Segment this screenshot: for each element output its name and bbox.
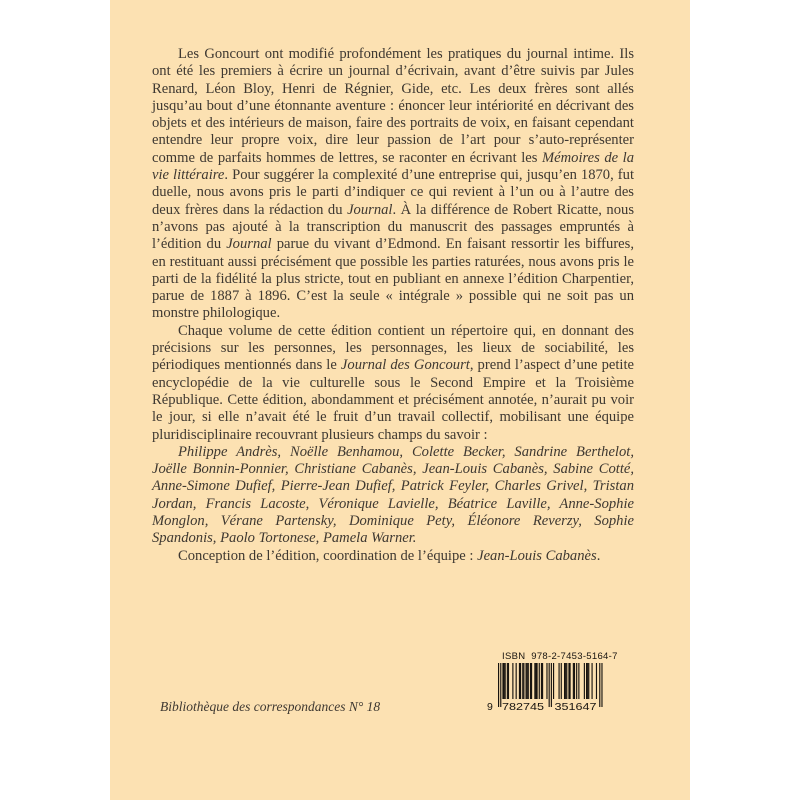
barcode-bar — [507, 663, 508, 699]
barcode-bar — [568, 663, 569, 699]
paragraph — [152, 46, 634, 323]
italic-text-segment: Journal — [226, 236, 272, 253]
barcode-bar — [520, 663, 521, 699]
text-segment: Les Goncourt ont modifié profondément les pratiques du journal intime. Ils ont été les premiers à écrire un journal d’écrivain, avant d’être suivis par Jules Renard, Léon Bloy, Henri de Régnier, Gide, etc. Les deux frères sont allés jusqu’au bout d’une étonnante aventure : énoncer leur intériorité en décrivant des objets et des intérieurs de maison, faire des portraits de voix, en faisant cependant entendre leur propre voix, dire leur passion de l’art pour s’auto-représenter comme de parfaits hommes de lettres, se raconter en écrivant les — [152, 46, 634, 166]
barcode-bar — [508, 663, 509, 699]
barcode-bar — [527, 663, 528, 699]
text-segment: , prend l’aspect d’une petite encyclopédie de la vie culturelle sous le Second Empire et la Troisième République. Cette édition, abondamment et précisément annotée, n’aurait pu voir le jour, si elle n’avait été le fruit d’un travail collectif, mobilisant une équipe pluridisciplinaire recouvrant plusieurs champs du savoir : — [152, 357, 634, 443]
ean-lead-digit: 9 — [487, 701, 493, 711]
barcode-bar — [565, 663, 566, 699]
barcode-bar — [584, 663, 585, 699]
paragraph — [152, 323, 634, 444]
barcode-bar — [553, 663, 554, 699]
italic-text-segment: Journal — [347, 201, 393, 218]
paragraph — [152, 444, 634, 548]
italic-text-segment: Jean-Louis Cabanès — [477, 547, 597, 564]
barcode-bar — [526, 663, 527, 699]
ean-left-digits: 782745 — [502, 701, 545, 711]
barcode-bar — [522, 663, 523, 699]
barcode-bar — [588, 663, 589, 699]
text-segment: . — [596, 547, 601, 564]
isbn-barcode — [486, 651, 618, 711]
barcode-bar — [596, 663, 597, 699]
barcode-bar — [535, 663, 536, 699]
text-segment: . Pour suggérer la complexité d’une entreprise qui, jusqu’en 1870, fut duelle, nous avons pris le parti d’indiquer ce qui revient à l’un ou à l’autre des deux frères dans la rédaction du — [152, 167, 635, 218]
paragraph — [152, 548, 634, 565]
barcode-bar — [551, 663, 552, 707]
barcode-bar — [586, 663, 587, 699]
ean-barcode-image — [486, 663, 604, 711]
barcode-bar — [561, 663, 562, 699]
barcode-bar — [573, 663, 574, 699]
barcode-bar — [559, 663, 560, 699]
barcode-bar — [549, 663, 550, 707]
book-back-cover — [110, 0, 690, 800]
italic-text-segment: Mémoires de la vie littéraire — [152, 149, 635, 184]
barcode-bar — [578, 663, 579, 699]
barcode-bar — [504, 663, 505, 699]
barcode-bar — [537, 663, 538, 699]
text-segment: parue du vivant d’Edmond. En faisant ressortir les biffures, en restituant aussi précisément que possible les parties raturées, nous avons pris le parti de la fidélité la plus stricte, tout en publiant en annexe l’édition Charpentier, parue de 1887 à 1896. C’est la seule « intégrale » possible qui ne soit pas un monstre philologique. — [152, 236, 634, 322]
barcode-bar — [541, 663, 542, 699]
barcode-bar — [587, 663, 588, 699]
barcode-bar — [519, 663, 520, 699]
ean-right-digits: 351647 — [554, 701, 597, 711]
barcode-bar — [601, 663, 602, 707]
barcode-bar — [539, 663, 540, 699]
synopsis-text — [152, 46, 634, 565]
barcode-bar — [512, 663, 513, 699]
barcode-bar — [516, 663, 517, 699]
barcode-bar — [566, 663, 567, 699]
barcode-bar — [570, 663, 571, 699]
barcode-bar — [599, 663, 600, 707]
barcode-bar — [542, 663, 543, 699]
barcode-bar — [546, 663, 547, 699]
barcode-bar — [534, 663, 535, 699]
barcode-bar — [523, 663, 524, 699]
barcode-bar — [502, 663, 503, 699]
text-segment: Chaque volume de cette édition contient un répertoire qui, en donnant des précisions sur les personnes, les personnages, les lieux de sociabilité, les périodiques mentionnés dans le — [152, 322, 634, 374]
barcode-bar — [564, 663, 565, 699]
text-segment: . À la différence de Robert Ricatte, nous n’avons pas ajouté à la transcription du manuscrit des passages empruntés à l’édition du — [152, 201, 634, 253]
series-title: Bibliothèque des correspondances N° 18 — [160, 699, 381, 714]
barcode-bar — [528, 663, 529, 699]
barcode-bar — [574, 663, 575, 699]
isbn-number: ISBN 978-2-7453-5164-7 — [502, 651, 618, 662]
barcode-bar — [498, 663, 499, 707]
italic-text-segment: Philippe Andrès, Noëlle Benhamou, Colette Becker, Sandrine Berthelot, Joëlle Bonnin-Ponnier, Christiane Cabanès, Jean-Louis Cabanès, Sabine Cotté, Anne-Simone Dufief, Pierre-Jean Dufief, Patrick Feyler, Charles Grivel, Tristan Jordan, Francis Lacoste, Véronique Lavielle, Béatrice Laville, Anne-Sophie Monglon, Vérane Partensky, Dominique Pety, Éléonore Reverzy, Sophie Spandonis, Paolo Tortonese, Pamela Warner. — [152, 443, 634, 547]
text-segment: Conception de l’édition, coordination de l’équipe : — [178, 547, 478, 564]
barcode-bar — [531, 663, 532, 699]
barcode-bar — [530, 663, 531, 699]
barcode-bar — [592, 663, 593, 699]
barcode-bar — [505, 663, 506, 699]
italic-text-segment: Journal des Goncourt — [340, 357, 470, 374]
barcode-bar — [576, 663, 577, 699]
